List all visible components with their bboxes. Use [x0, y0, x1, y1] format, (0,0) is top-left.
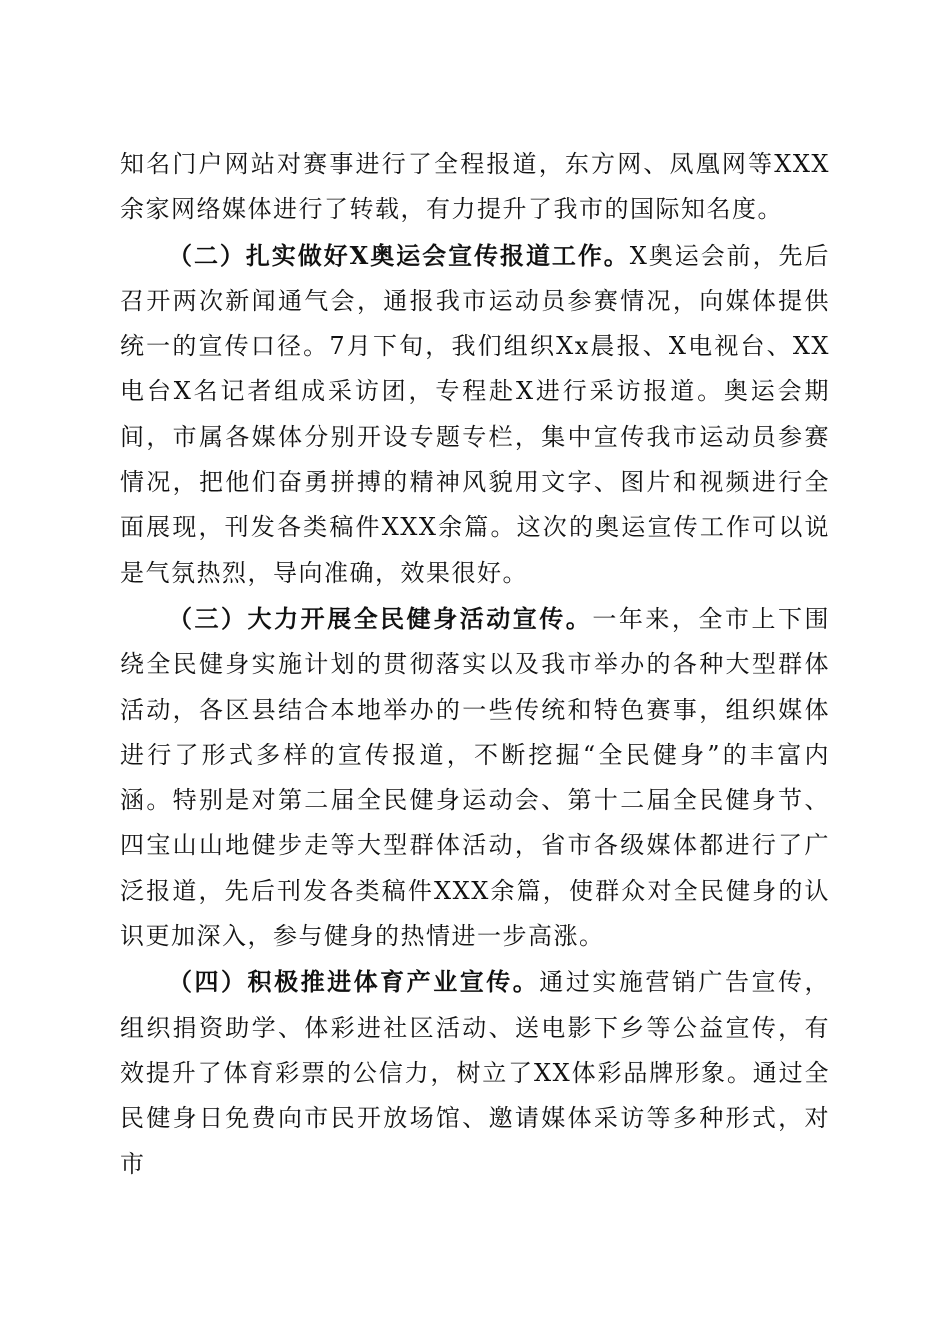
section-heading: （四）积极推进体育产业宣传。 [168, 967, 540, 997]
paragraph-section-2 [120, 233, 830, 596]
paragraph-continuation [120, 142, 830, 233]
paragraph-text: 知名门户网站对赛事进行了全程报道，东方网、凤凰网等XXX余家网络媒体进行了转载，有力提升了我市的国际知名度。 [120, 150, 830, 224]
paragraph-section-3 [120, 596, 830, 959]
paragraph-text: 一年来，全市上下围绕全民健身实施计划的贯彻落实以及我市举办的各种大型群体活动，各区县结合本地举办的一些传统和特色赛事，组织媒体进行了形式多样的宣传报道，不断挖掘“全民健身”的丰富内涵。特别是对第二届全民健身运动会、第十二届全民健身节、四宝山山地健步走等大型群体活动，省市各级媒体都进行了广泛报道，先后刊发各类稿件XXX余篇，使群众对全民健身的认识更加深入，参与健身的热情进一步高涨。 [120, 604, 831, 951]
paragraph-section-4 [120, 959, 830, 1186]
section-heading: （二）扎实做好X奥运会宣传报道工作。 [168, 240, 630, 270]
paragraph-text: X奥运会前，先后召开两次新闻通气会，通报我市运动员参赛情况，向媒体提供统一的宣传口径。7月下旬，我们组织Xx晨报、X电视台、XX电台X名记者组成采访团，专程赴X进行采访报道。奥运会期间，市属各媒体分别开设专题专栏，集中宣传我市运动员参赛情况，把他们奋勇拼搏的精神风貌用文字、图片和视频进行全面展现，刊发各类稿件XXX余篇。这次的奥运宣传工作可以说是气氛热烈，导向准确，效果很好。 [120, 241, 830, 587]
section-heading: （三）大力开展全民健身活动宣传。 [168, 603, 593, 633]
document-body [120, 142, 830, 1187]
paragraph-text: 通过实施营销广告宣传，组织捐资助学、体彩进社区活动、送电影下乡等公益宣传，有效提升了体育彩票的公信力，树立了XX体彩品牌形象。通过全民健身日免费向市民开放场馆、邀请媒体采访等多种形式，对市 [120, 968, 831, 1178]
